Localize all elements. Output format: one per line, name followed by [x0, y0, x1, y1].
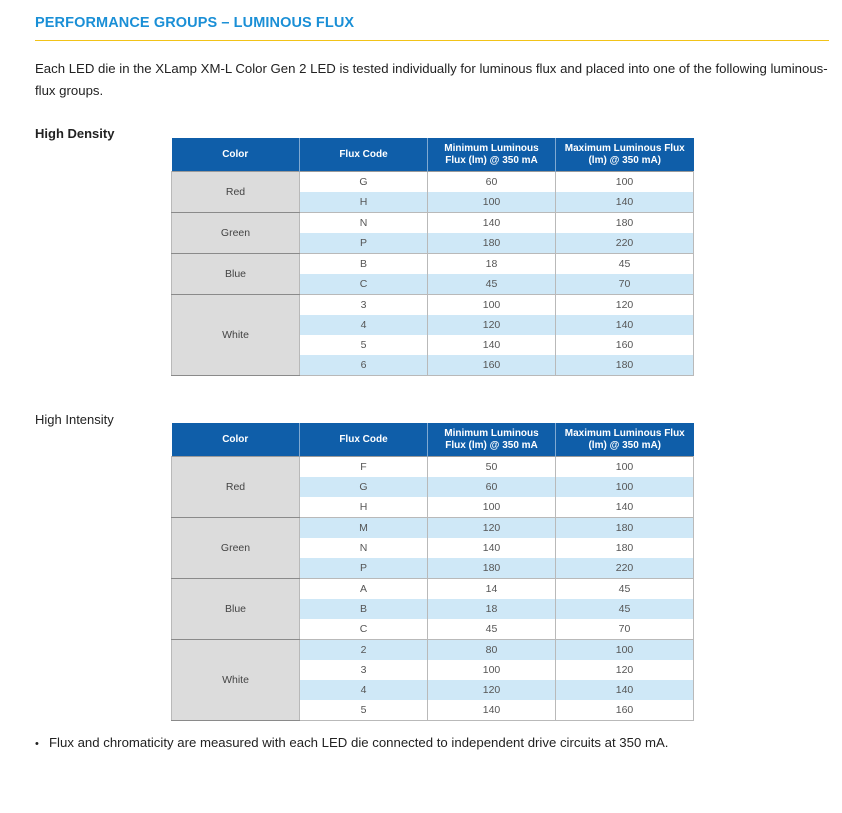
header-flux-code: Flux Code: [300, 138, 428, 172]
flux-code-cell: P: [300, 558, 428, 579]
color-cell: Red: [172, 172, 300, 213]
table-row: [172, 254, 694, 275]
color-cell: White: [172, 640, 300, 721]
header-max-line2: (lm) @ 350 mA): [588, 154, 662, 166]
min-flux-cell: 60: [428, 172, 556, 193]
header-min-flux: [428, 423, 556, 457]
flux-code-cell: 5: [300, 700, 428, 721]
header-color: Color: [172, 138, 300, 172]
max-flux-cell: 180: [556, 355, 694, 376]
flux-code-cell: 5: [300, 335, 428, 355]
flux-code-cell: 4: [300, 680, 428, 700]
intro-line-2: flux groups.: [35, 83, 104, 98]
high-intensity-title: High Intensity: [35, 412, 114, 427]
min-flux-cell: 180: [428, 233, 556, 254]
flux-code-cell: C: [300, 619, 428, 640]
min-flux-cell: 45: [428, 274, 556, 295]
high-density-table: [171, 138, 694, 376]
min-flux-cell: 120: [428, 315, 556, 335]
header-color: Color: [172, 423, 300, 457]
max-flux-cell: 100: [556, 172, 694, 193]
intro-line-1: Each LED die in the XLamp XM-L Color Gen 2 LED is tested individually for luminous flux and placed into one of the following luminous-: [35, 61, 828, 76]
intro-paragraph: [35, 58, 835, 102]
min-flux-cell: 100: [428, 497, 556, 518]
min-flux-cell: 180: [428, 558, 556, 579]
min-flux-cell: 18: [428, 599, 556, 619]
table-row: [172, 457, 694, 478]
header-max-flux: [556, 138, 694, 172]
table-row: [172, 295, 694, 316]
flux-code-cell: 6: [300, 355, 428, 376]
max-flux-cell: 45: [556, 254, 694, 275]
max-flux-cell: 45: [556, 579, 694, 600]
footnote-text: Flux and chromaticity are measured with each LED die connected to independent drive circuits at 350 mA.: [49, 735, 669, 750]
header-max-line1: Maximum Luminous Flux: [564, 427, 685, 439]
min-flux-cell: 120: [428, 680, 556, 700]
max-flux-cell: 220: [556, 558, 694, 579]
max-flux-cell: 100: [556, 640, 694, 661]
min-flux-cell: 100: [428, 295, 556, 316]
header-min-line1: Minimum Luminous: [444, 142, 539, 154]
title-divider: [35, 40, 829, 41]
min-flux-cell: 14: [428, 579, 556, 600]
flux-code-cell: 3: [300, 295, 428, 316]
header-max-line1: Maximum Luminous Flux: [564, 142, 685, 154]
min-flux-cell: 140: [428, 700, 556, 721]
min-flux-cell: 140: [428, 213, 556, 234]
footnote: [35, 735, 668, 750]
color-cell: White: [172, 295, 300, 376]
max-flux-cell: 180: [556, 518, 694, 539]
flux-code-cell: G: [300, 172, 428, 193]
max-flux-cell: 100: [556, 457, 694, 478]
max-flux-cell: 220: [556, 233, 694, 254]
flux-code-cell: 2: [300, 640, 428, 661]
min-flux-cell: 80: [428, 640, 556, 661]
header-max-flux: [556, 423, 694, 457]
flux-code-cell: B: [300, 599, 428, 619]
max-flux-cell: 120: [556, 295, 694, 316]
flux-code-cell: N: [300, 538, 428, 558]
min-flux-cell: 140: [428, 538, 556, 558]
max-flux-cell: 160: [556, 335, 694, 355]
table-header-row: [172, 423, 694, 457]
max-flux-cell: 100: [556, 477, 694, 497]
flux-code-cell: M: [300, 518, 428, 539]
table-row: [172, 640, 694, 661]
header-min-line1: Minimum Luminous: [444, 427, 539, 439]
flux-code-cell: H: [300, 497, 428, 518]
min-flux-cell: 18: [428, 254, 556, 275]
max-flux-cell: 120: [556, 660, 694, 680]
max-flux-cell: 70: [556, 619, 694, 640]
high-density-title: High Density: [35, 126, 115, 141]
flux-code-cell: N: [300, 213, 428, 234]
min-flux-cell: 50: [428, 457, 556, 478]
header-min-line2: Flux (lm) @ 350 mA: [445, 439, 538, 451]
flux-code-cell: 4: [300, 315, 428, 335]
color-cell: Red: [172, 457, 300, 518]
min-flux-cell: 60: [428, 477, 556, 497]
flux-code-cell: C: [300, 274, 428, 295]
min-flux-cell: 120: [428, 518, 556, 539]
table-row: [172, 172, 694, 193]
min-flux-cell: 45: [428, 619, 556, 640]
flux-code-cell: G: [300, 477, 428, 497]
table-header-row: [172, 138, 694, 172]
color-cell: Green: [172, 518, 300, 579]
min-flux-cell: 140: [428, 335, 556, 355]
header-min-line2: Flux (lm) @ 350 mA: [445, 154, 538, 166]
max-flux-cell: 140: [556, 192, 694, 213]
min-flux-cell: 100: [428, 660, 556, 680]
max-flux-cell: 45: [556, 599, 694, 619]
max-flux-cell: 160: [556, 700, 694, 721]
table-row: [172, 518, 694, 539]
max-flux-cell: 140: [556, 680, 694, 700]
max-flux-cell: 180: [556, 213, 694, 234]
min-flux-cell: 160: [428, 355, 556, 376]
flux-code-cell: A: [300, 579, 428, 600]
max-flux-cell: 140: [556, 497, 694, 518]
bullet-icon: •: [35, 738, 39, 750]
page-title: PERFORMANCE GROUPS – LUMINOUS FLUX: [35, 15, 355, 31]
header-flux-code: Flux Code: [300, 423, 428, 457]
max-flux-cell: 180: [556, 538, 694, 558]
flux-code-cell: P: [300, 233, 428, 254]
max-flux-cell: 70: [556, 274, 694, 295]
header-max-line2: (lm) @ 350 mA): [588, 439, 662, 451]
flux-code-cell: B: [300, 254, 428, 275]
header-min-flux: [428, 138, 556, 172]
color-cell: Blue: [172, 579, 300, 640]
high-intensity-table: [171, 423, 694, 721]
table-row: [172, 213, 694, 234]
color-cell: Blue: [172, 254, 300, 295]
table-row: [172, 579, 694, 600]
max-flux-cell: 140: [556, 315, 694, 335]
flux-code-cell: H: [300, 192, 428, 213]
min-flux-cell: 100: [428, 192, 556, 213]
flux-code-cell: 3: [300, 660, 428, 680]
color-cell: Green: [172, 213, 300, 254]
flux-code-cell: F: [300, 457, 428, 478]
